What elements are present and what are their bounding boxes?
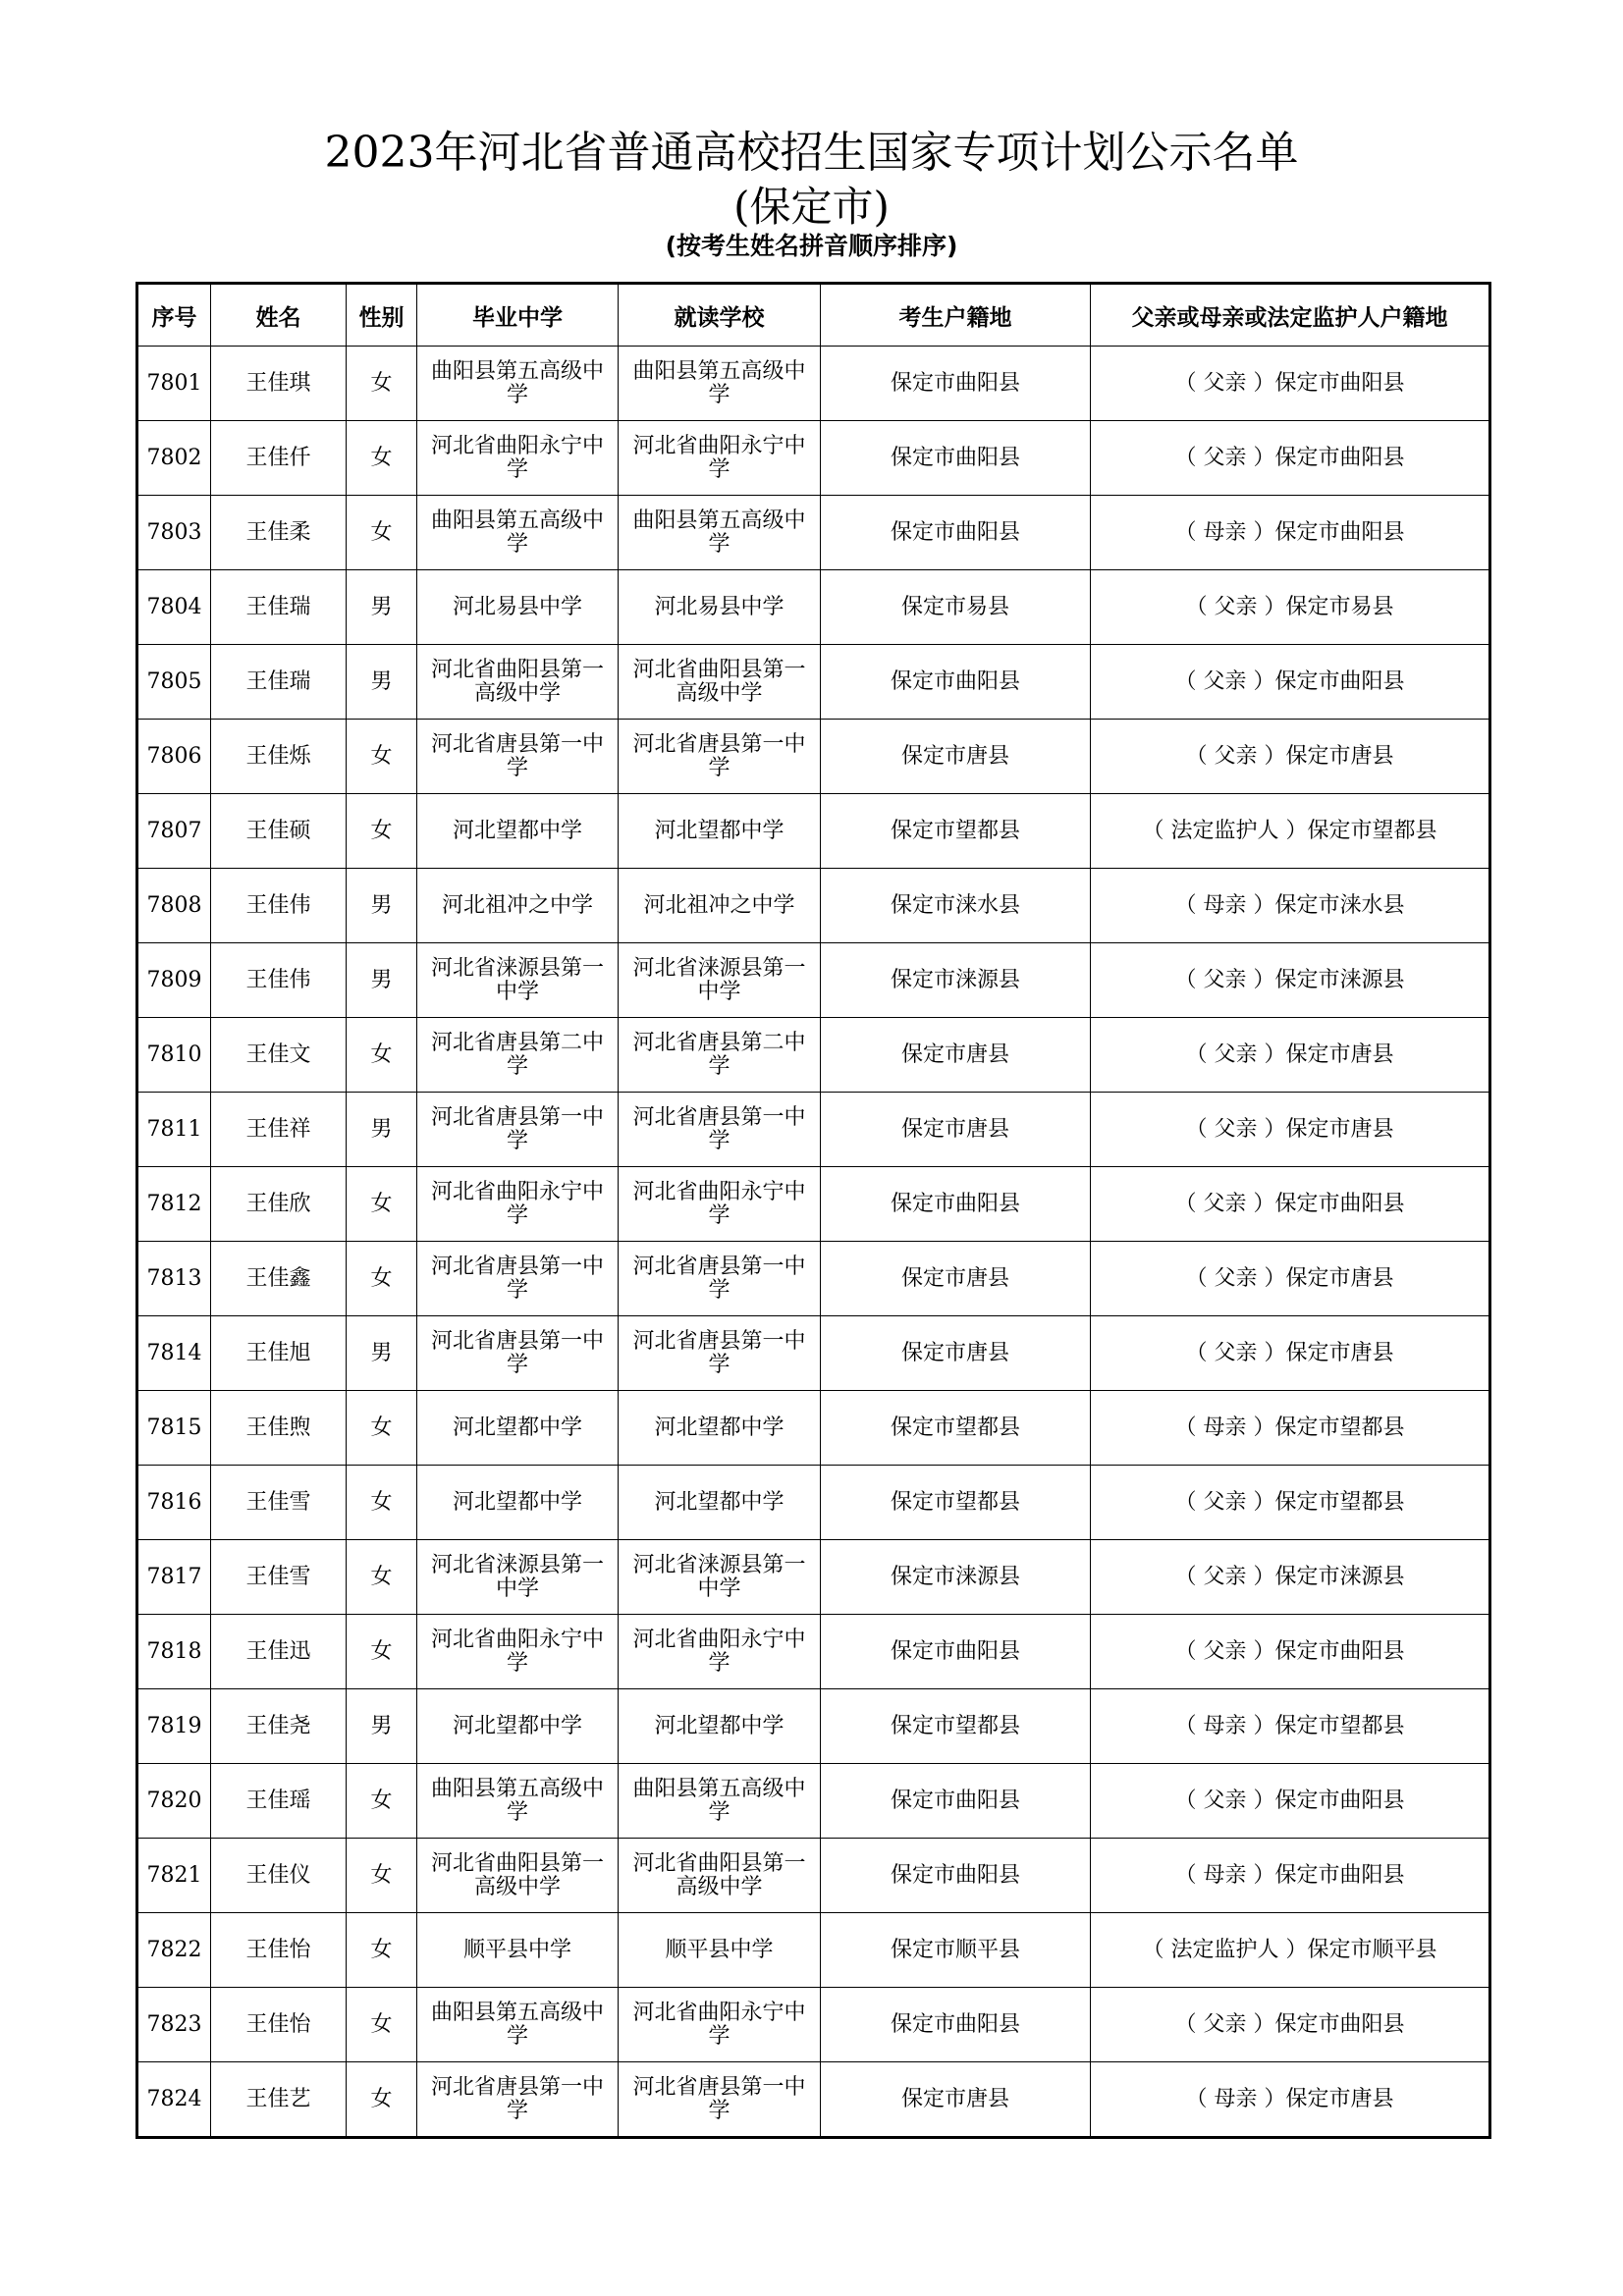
name-cell: 王佳文 [211,1018,347,1093]
household-registration-cell: 保定市望都县 [821,1689,1091,1764]
guardian-registration-cell: （ 父亲 ）保定市唐县 [1091,1242,1490,1316]
household-registration-cell: 保定市唐县 [821,720,1091,794]
serial-number-cell: 7813 [137,1242,211,1316]
table-row [137,496,1490,570]
graduated-school-cell: 河北省曲阳永宁中学 [417,1167,619,1242]
serial-number-cell: 7802 [137,421,211,496]
serial-number-cell: 7821 [137,1839,211,1913]
guardian-registration-cell: （ 父亲 ）保定市唐县 [1091,720,1490,794]
household-registration-cell: 保定市望都县 [821,1391,1091,1466]
graduated-school-cell: 河北望都中学 [417,794,619,869]
current-school-cell: 河北省曲阳永宁中学 [619,1988,821,2062]
name-cell: 王佳仟 [211,421,347,496]
current-school-cell: 河北省唐县第二中学 [619,1018,821,1093]
guardian-registration-cell: （ 法定监护人 ）保定市望都县 [1091,794,1490,869]
table-row [137,1018,1490,1093]
graduated-school-cell: 河北省曲阳永宁中学 [417,421,619,496]
current-school-cell: 曲阳县第五高级中学 [619,347,821,421]
name-cell: 王佳琪 [211,347,347,421]
name-cell: 王佳迅 [211,1615,347,1689]
current-school-cell: 河北望都中学 [619,1466,821,1540]
guardian-registration-cell: （ 父亲 ）保定市曲阳县 [1091,1167,1490,1242]
current-school-cell: 曲阳县第五高级中学 [619,496,821,570]
household-registration-cell: 保定市曲阳县 [821,347,1091,421]
gender-cell: 女 [347,496,417,570]
household-registration-cell: 保定市望都县 [821,1466,1091,1540]
serial-number-cell: 7810 [137,1018,211,1093]
graduated-school-cell: 河北省曲阳县第一高级中学 [417,645,619,720]
serial-number-cell: 7814 [137,1316,211,1391]
guardian-registration-cell: （ 父亲 ）保定市涞源县 [1091,943,1490,1018]
current-school-cell: 河北省唐县第一中学 [619,1316,821,1391]
graduated-school-cell: 河北望都中学 [417,1689,619,1764]
table-row [137,347,1490,421]
graduated-school-cell: 曲阳县第五高级中学 [417,496,619,570]
household-registration-cell: 保定市曲阳县 [821,1167,1091,1242]
table-row [137,794,1490,869]
household-registration-cell: 保定市唐县 [821,1242,1091,1316]
guardian-registration-cell: （ 父亲 ）保定市曲阳县 [1091,347,1490,421]
household-registration-cell: 保定市唐县 [821,1316,1091,1391]
name-cell: 王佳瑞 [211,645,347,720]
serial-number-cell: 7820 [137,1764,211,1839]
current-school-cell: 河北省唐县第一中学 [619,720,821,794]
gender-cell: 女 [347,794,417,869]
table-row [137,1316,1490,1391]
table-row [137,1167,1490,1242]
gender-cell: 女 [347,1615,417,1689]
serial-number-cell: 7807 [137,794,211,869]
household-registration-cell: 保定市唐县 [821,1018,1091,1093]
graduated-school-cell: 河北祖冲之中学 [417,869,619,943]
graduated-school-cell: 河北省唐县第一中学 [417,1316,619,1391]
name-cell: 王佳柔 [211,496,347,570]
household-registration-cell: 保定市曲阳县 [821,1839,1091,1913]
table-row [137,1615,1490,1689]
name-cell: 王佳欣 [211,1167,347,1242]
name-cell: 王佳鑫 [211,1242,347,1316]
name-cell: 王佳伟 [211,869,347,943]
name-cell: 王佳祥 [211,1093,347,1167]
gender-cell: 女 [347,1913,417,1988]
guardian-registration-cell: （ 父亲 ）保定市曲阳县 [1091,1988,1490,2062]
name-cell: 王佳雪 [211,1540,347,1615]
column-header: 性别 [347,284,417,347]
graduated-school-cell: 河北省唐县第一中学 [417,2062,619,2138]
graduated-school-cell: 曲阳县第五高级中学 [417,1988,619,2062]
household-registration-cell: 保定市唐县 [821,2062,1091,2138]
serial-number-cell: 7804 [137,570,211,645]
graduated-school-cell: 河北省唐县第一中学 [417,1242,619,1316]
serial-number-cell: 7803 [137,496,211,570]
gender-cell: 男 [347,869,417,943]
household-registration-cell: 保定市曲阳县 [821,1764,1091,1839]
current-school-cell: 河北省曲阳县第一高级中学 [619,1839,821,1913]
current-school-cell: 河北省唐县第一中学 [619,1242,821,1316]
graduated-school-cell: 顺平县中学 [417,1913,619,1988]
serial-number-cell: 7824 [137,2062,211,2138]
serial-number-cell: 7811 [137,1093,211,1167]
column-header: 父亲或母亲或法定监护人户籍地 [1091,284,1490,347]
guardian-registration-cell: （ 母亲 ）保定市曲阳县 [1091,496,1490,570]
name-cell: 王佳尧 [211,1689,347,1764]
serial-number-cell: 7818 [137,1615,211,1689]
household-registration-cell: 保定市望都县 [821,794,1091,869]
serial-number-cell: 7819 [137,1689,211,1764]
guardian-registration-cell: （ 父亲 ）保定市曲阳县 [1091,421,1490,496]
guardian-registration-cell: （ 父亲 ）保定市易县 [1091,570,1490,645]
gender-cell: 女 [347,720,417,794]
table-row [137,1242,1490,1316]
guardian-registration-cell: （ 法定监护人 ）保定市顺平县 [1091,1913,1490,1988]
current-school-cell: 河北省唐县第一中学 [619,1093,821,1167]
gender-cell: 女 [347,1391,417,1466]
gender-cell: 女 [347,1018,417,1093]
table-row [137,1093,1490,1167]
table-body [137,347,1490,2138]
column-header: 考生户籍地 [821,284,1091,347]
gender-cell: 男 [347,645,417,720]
serial-number-cell: 7815 [137,1391,211,1466]
table-row [137,421,1490,496]
graduated-school-cell: 河北省涞源县第一中学 [417,1540,619,1615]
household-registration-cell: 保定市曲阳县 [821,645,1091,720]
current-school-cell: 顺平县中学 [619,1913,821,1988]
name-cell: 王佳瑶 [211,1764,347,1839]
current-school-cell: 河北省曲阳永宁中学 [619,1167,821,1242]
gender-cell: 男 [347,1689,417,1764]
name-cell: 王佳烁 [211,720,347,794]
table-row [137,1839,1490,1913]
household-registration-cell: 保定市涞源县 [821,943,1091,1018]
household-registration-cell: 保定市曲阳县 [821,421,1091,496]
current-school-cell: 河北祖冲之中学 [619,869,821,943]
serial-number-cell: 7822 [137,1913,211,1988]
household-registration-cell: 保定市涞水县 [821,869,1091,943]
sort-note: (按考生姓名拼音顺序排序) [665,232,958,260]
graduated-school-cell: 河北省唐县第一中学 [417,1093,619,1167]
current-school-cell: 河北省曲阳永宁中学 [619,1615,821,1689]
name-cell: 王佳艺 [211,2062,347,2138]
table-row [137,943,1490,1018]
serial-number-cell: 7816 [137,1466,211,1540]
guardian-registration-cell: （ 父亲 ）保定市唐县 [1091,1316,1490,1391]
table-row [137,2062,1490,2138]
serial-number-cell: 7812 [137,1167,211,1242]
current-school-cell: 河北望都中学 [619,1689,821,1764]
current-school-cell: 河北省曲阳县第一高级中学 [619,645,821,720]
gender-cell: 男 [347,1316,417,1391]
serial-number-cell: 7801 [137,347,211,421]
graduated-school-cell: 河北省唐县第二中学 [417,1018,619,1093]
household-registration-cell: 保定市曲阳县 [821,1988,1091,2062]
name-cell: 王佳怡 [211,1913,347,1988]
column-header: 序号 [137,284,211,347]
serial-number-cell: 7823 [137,1988,211,2062]
serial-number-cell: 7808 [137,869,211,943]
column-header: 毕业中学 [417,284,619,347]
table-row [137,1466,1490,1540]
gender-cell: 女 [347,1242,417,1316]
graduated-school-cell: 曲阳县第五高级中学 [417,347,619,421]
gender-cell: 女 [347,347,417,421]
gender-cell: 女 [347,1839,417,1913]
table-row [137,869,1490,943]
current-school-cell: 曲阳县第五高级中学 [619,1764,821,1839]
gender-cell: 男 [347,570,417,645]
guardian-registration-cell: （ 母亲 ）保定市涞水县 [1091,869,1490,943]
guardian-registration-cell: （ 父亲 ）保定市望都县 [1091,1466,1490,1540]
graduated-school-cell: 河北省曲阳县第一高级中学 [417,1839,619,1913]
name-cell: 王佳旭 [211,1316,347,1391]
name-cell: 王佳仪 [211,1839,347,1913]
guardian-registration-cell: （ 父亲 ）保定市曲阳县 [1091,1615,1490,1689]
name-cell: 王佳怡 [211,1988,347,2062]
gender-cell: 女 [347,1540,417,1615]
table-row [137,1913,1490,1988]
serial-number-cell: 7809 [137,943,211,1018]
guardian-registration-cell: （ 母亲 ）保定市唐县 [1091,2062,1490,2138]
current-school-cell: 河北易县中学 [619,570,821,645]
graduated-school-cell: 河北望都中学 [417,1391,619,1466]
guardian-registration-cell: （ 父亲 ）保定市曲阳县 [1091,645,1490,720]
guardian-registration-cell: （ 父亲 ）保定市涞源县 [1091,1540,1490,1615]
household-registration-cell: 保定市曲阳县 [821,496,1091,570]
table-row [137,1540,1490,1615]
graduated-school-cell: 河北望都中学 [417,1466,619,1540]
guardian-registration-cell: （ 父亲 ）保定市唐县 [1091,1018,1490,1093]
name-cell: 王佳伟 [211,943,347,1018]
guardian-registration-cell: （ 母亲 ）保定市望都县 [1091,1391,1490,1466]
household-registration-cell: 保定市易县 [821,570,1091,645]
graduated-school-cell: 曲阳县第五高级中学 [417,1764,619,1839]
current-school-cell: 河北省涞源县第一中学 [619,1540,821,1615]
household-registration-cell: 保定市顺平县 [821,1913,1091,1988]
table-row [137,645,1490,720]
page-subtitle: (保定市) [733,183,890,231]
table-row [137,1764,1490,1839]
name-cell: 王佳瑞 [211,570,347,645]
guardian-registration-cell: （ 父亲 ）保定市曲阳县 [1091,1764,1490,1839]
table-header-row [137,284,1490,347]
gender-cell: 女 [347,1167,417,1242]
graduated-school-cell: 河北省唐县第一中学 [417,720,619,794]
gender-cell: 女 [347,421,417,496]
roster-table [135,282,1491,2139]
table-row [137,1689,1490,1764]
page-title: 2023年河北省普通高校招生国家专项计划公示名单 [324,128,1299,178]
current-school-cell: 河北省曲阳永宁中学 [619,421,821,496]
household-registration-cell: 保定市涞源县 [821,1540,1091,1615]
table-row [137,1988,1490,2062]
gender-cell: 女 [347,2062,417,2138]
graduated-school-cell: 河北易县中学 [417,570,619,645]
household-registration-cell: 保定市唐县 [821,1093,1091,1167]
guardian-registration-cell: （ 母亲 ）保定市望都县 [1091,1689,1490,1764]
table-row [137,1391,1490,1466]
table-row [137,570,1490,645]
serial-number-cell: 7817 [137,1540,211,1615]
name-cell: 王佳雪 [211,1466,347,1540]
current-school-cell: 河北望都中学 [619,794,821,869]
gender-cell: 女 [347,1466,417,1540]
current-school-cell: 河北省唐县第一中学 [619,2062,821,2138]
guardian-registration-cell: （ 母亲 ）保定市曲阳县 [1091,1839,1490,1913]
gender-cell: 女 [347,1988,417,2062]
serial-number-cell: 7806 [137,720,211,794]
table-row [137,720,1490,794]
current-school-cell: 河北望都中学 [619,1391,821,1466]
name-cell: 王佳硕 [211,794,347,869]
guardian-registration-cell: （ 父亲 ）保定市唐县 [1091,1093,1490,1167]
name-cell: 王佳煦 [211,1391,347,1466]
serial-number-cell: 7805 [137,645,211,720]
gender-cell: 女 [347,1764,417,1839]
column-header: 就读学校 [619,284,821,347]
current-school-cell: 河北省涞源县第一中学 [619,943,821,1018]
column-header: 姓名 [211,284,347,347]
graduated-school-cell: 河北省曲阳永宁中学 [417,1615,619,1689]
graduated-school-cell: 河北省涞源县第一中学 [417,943,619,1018]
gender-cell: 男 [347,1093,417,1167]
gender-cell: 男 [347,943,417,1018]
household-registration-cell: 保定市曲阳县 [821,1615,1091,1689]
